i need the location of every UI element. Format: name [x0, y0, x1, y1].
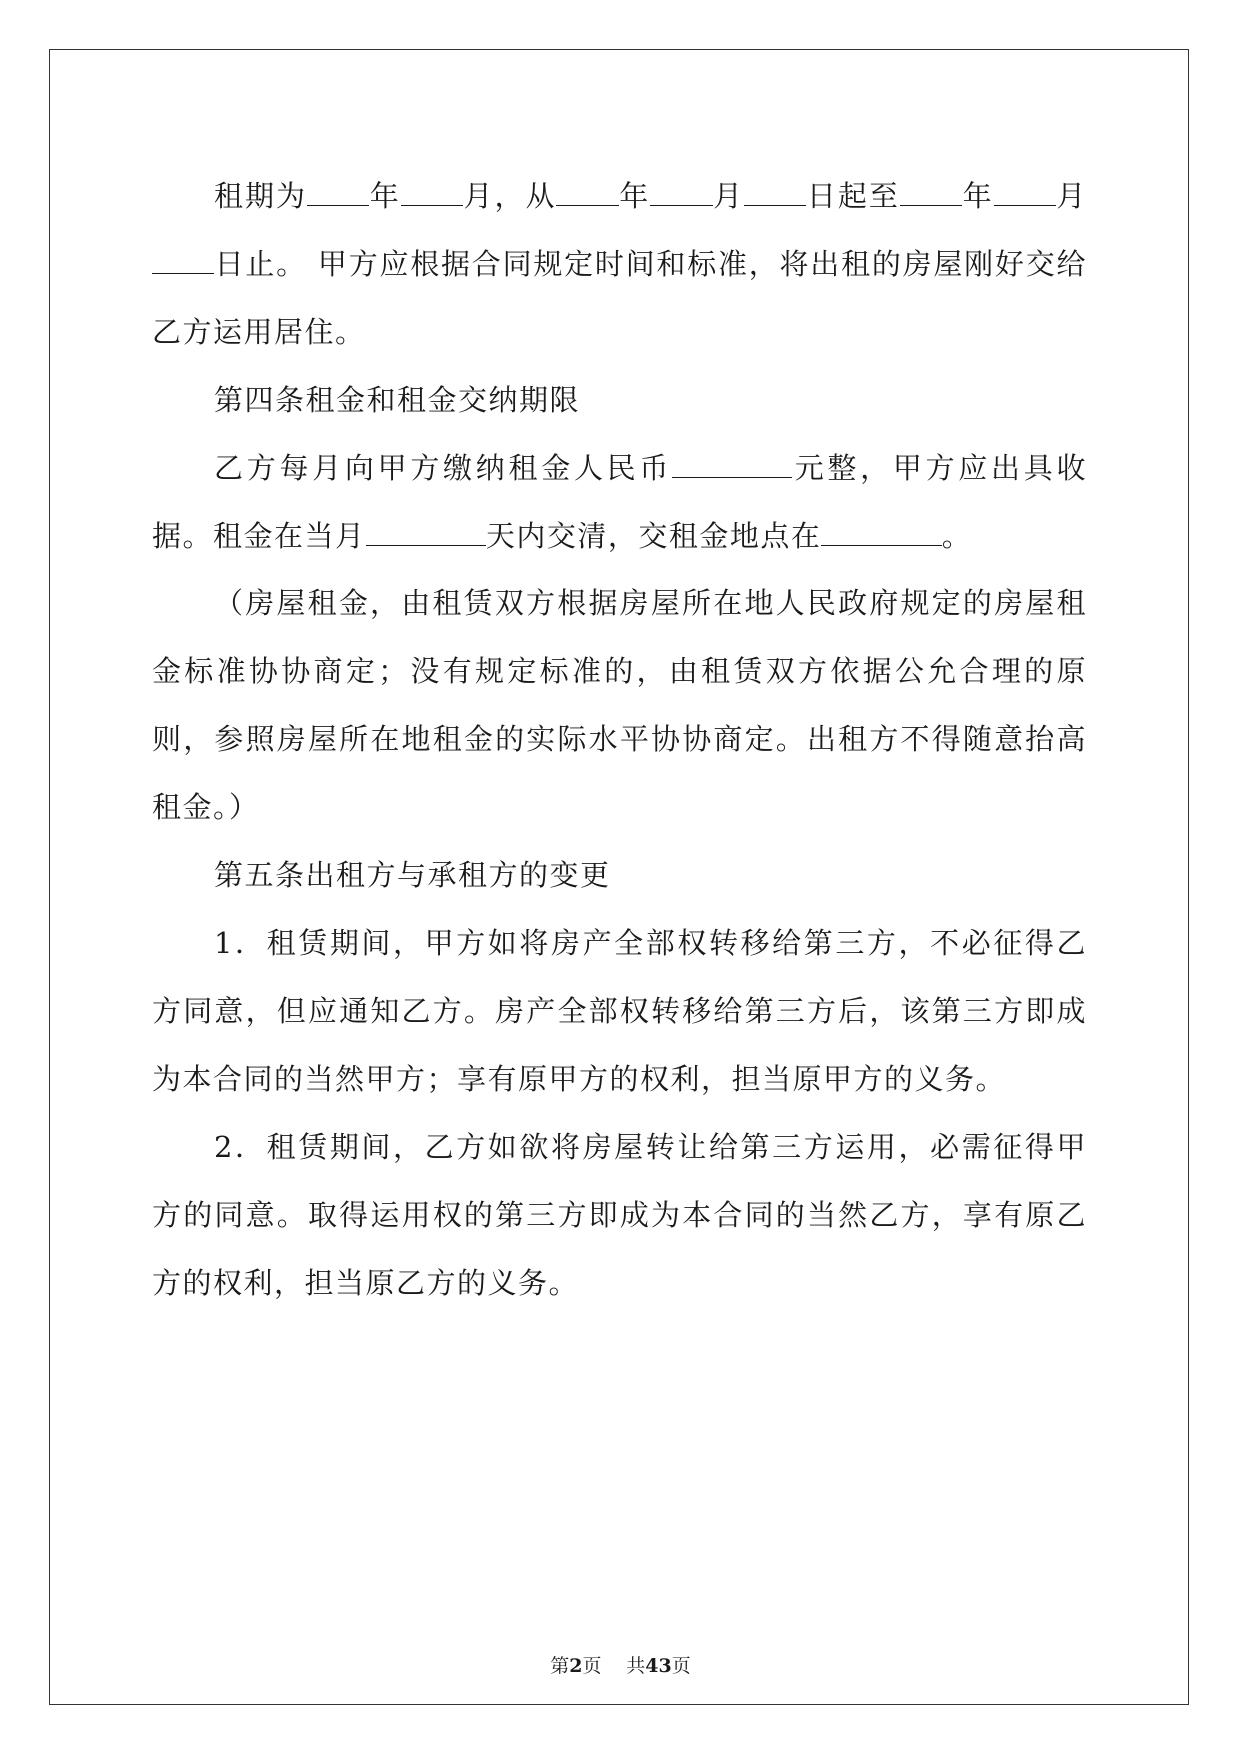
lease-term-paragraph: [152, 163, 1087, 367]
fill-blank: [307, 177, 369, 206]
clause-2-paragraph: 2．租赁期间，乙方如欲将房屋转让给第三方运用，必需征得甲方的同意。取得运用权的第三方即成为本合同的当然乙方，享有原乙方的权利，担当原乙方的义务。: [152, 1129, 1087, 1300]
text-run: 日止。 甲方应根据合同规定时间和标准，将出租的房屋刚好交给乙方运用居住。: [152, 246, 1087, 349]
total-pages: 43: [645, 1655, 672, 1677]
page-footer: [0, 1651, 1241, 1678]
fill-blank: [744, 177, 806, 206]
text-run: 年: [962, 179, 994, 213]
article-4-heading: 第四条租金和租金交纳期限: [214, 382, 581, 417]
rent-payment-paragraph: [152, 435, 1087, 571]
fill-blank: [900, 177, 962, 206]
fill-blank: [994, 177, 1056, 206]
text-run: 月: [712, 179, 745, 213]
footer-text: 第: [550, 1655, 570, 1677]
fill-blank: [672, 449, 792, 478]
text-run: 月: [1055, 179, 1087, 213]
footer-text: 页: [582, 1655, 602, 1677]
text-run: 日起至: [806, 179, 900, 213]
fill-blank: [821, 517, 941, 546]
article-5-heading: 第五条出租方与承租方的变更: [214, 858, 611, 893]
text-run: 年: [369, 179, 401, 213]
fill-blank: [650, 177, 712, 206]
rent-note-paragraph: （房屋租金，由租赁双方根据房屋所在地人民政府规定的房屋租金标准协协商定；没有规定标准的，由租赁双方依据公允合理的原则，参照房屋所在地租金的实际水平协协商定。出租方不得随意抬高租金。）: [152, 586, 1087, 825]
text-run: 。: [941, 518, 973, 553]
footer-text: 页: [671, 1655, 691, 1677]
document-body: [152, 163, 1087, 1317]
text-run: 乙方每月向甲方缴纳租金人民币: [214, 450, 673, 485]
text-run: 元整，甲方应出具收据。租金在当月: [152, 450, 1087, 553]
clause-1-paragraph: 1．租赁期间，甲方如将房产全部权转移给第三方，不必征得乙方同意，但应通知乙方。房产全部权转移给第三方后，该第三方即成为本合同的当然甲方；享有原甲方的权利，担当原甲方的义务。: [152, 925, 1087, 1096]
text-run: 月，从: [463, 179, 557, 213]
footer-text: 共: [626, 1655, 646, 1677]
text-run: 天内交清，交租金地点在: [485, 518, 822, 553]
text-run: 租期为: [214, 179, 307, 213]
fill-blank: [366, 517, 486, 546]
page-number: 2: [569, 1655, 583, 1677]
fill-blank: [152, 245, 214, 274]
fill-blank: [401, 177, 463, 206]
text-run: 年: [618, 179, 651, 213]
fill-blank: [556, 177, 618, 206]
